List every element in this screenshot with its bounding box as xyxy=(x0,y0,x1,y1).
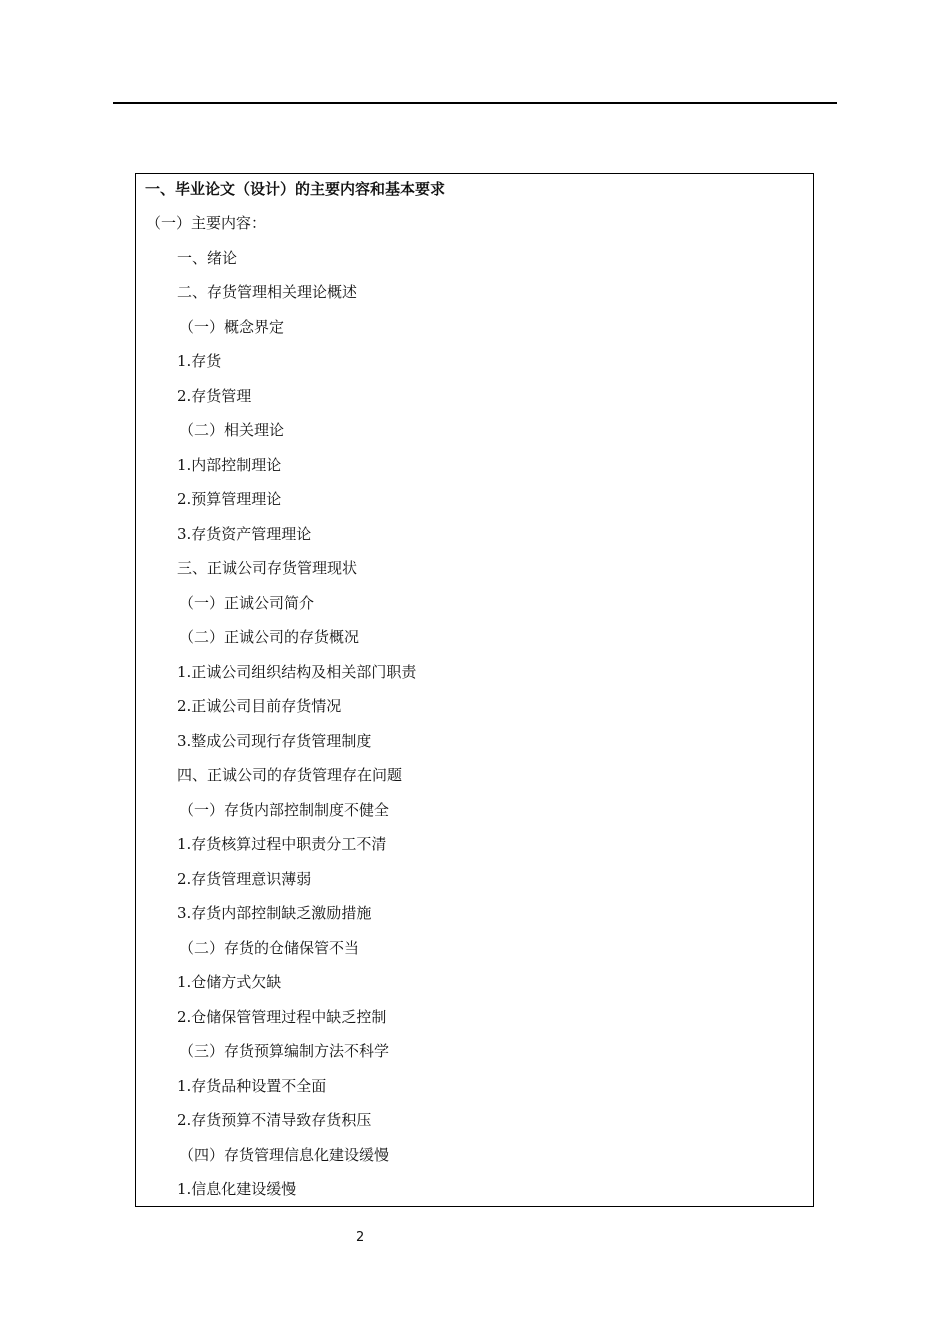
outline-line: （一）存货内部控制制度不健全 xyxy=(179,800,390,819)
outline-line: （一）主要内容： xyxy=(146,214,267,232)
outline-line: （四）存货管理信息化建设缓慢 xyxy=(179,1145,390,1164)
outline-line: 二、存货管理相关理论概述 xyxy=(177,283,358,301)
outline-line: 三、正诚公司存货管理现状 xyxy=(177,559,358,577)
outline-line: 1.存货 xyxy=(177,352,222,370)
outline-line: （二）相关理论 xyxy=(179,421,285,439)
outline-line: （三）存货预算编制方法不科学 xyxy=(179,1042,390,1060)
outline-line: 1.存货品种设置不全面 xyxy=(177,1076,327,1095)
outline-line: （二）存货的仓储保管不当 xyxy=(179,938,360,957)
outline-line: 1.内部控制理论 xyxy=(177,455,282,474)
outline-line: 一、绪论 xyxy=(177,248,238,267)
header-rule xyxy=(113,102,837,104)
outline-line: 1.存货核算过程中职责分工不清 xyxy=(177,835,387,853)
outline-line: 3.存货内部控制缺乏激励措施 xyxy=(177,904,372,922)
outline-line: 2.存货管理 xyxy=(177,386,252,405)
outline-line: 2.存货预算不清导致存货积压 xyxy=(177,1111,372,1129)
outline-line: （二）正诚公司的存货概况 xyxy=(179,628,360,646)
outline-line: 1.正诚公司组织结构及相关部门职责 xyxy=(177,662,417,681)
page-number: 2 xyxy=(356,1230,365,1245)
outline-line: 1.信息化建设缓慢 xyxy=(177,1180,297,1198)
outline-line: （一）概念界定 xyxy=(179,317,285,336)
outline-line: 2.预算管理理论 xyxy=(177,490,282,508)
outline-line: 2.仓储保管管理过程中缺乏控制 xyxy=(177,1007,387,1026)
outline-line: 2.正诚公司目前存货情况 xyxy=(177,697,342,715)
outline-line: 3.整成公司现行存货管理制度 xyxy=(177,731,372,750)
section-heading: 一、毕业论文（设计）的主要内容和基本要求 xyxy=(145,180,446,198)
content-box xyxy=(135,173,814,1207)
outline-line: 1.仓储方式欠缺 xyxy=(177,973,282,991)
outline-line: 3.存货资产管理理论 xyxy=(177,524,312,543)
outline-line: （一）正诚公司简介 xyxy=(179,593,315,612)
outline-line: 四、正诚公司的存货管理存在问题 xyxy=(177,766,403,784)
outline-line: 2.存货管理意识薄弱 xyxy=(177,869,312,888)
